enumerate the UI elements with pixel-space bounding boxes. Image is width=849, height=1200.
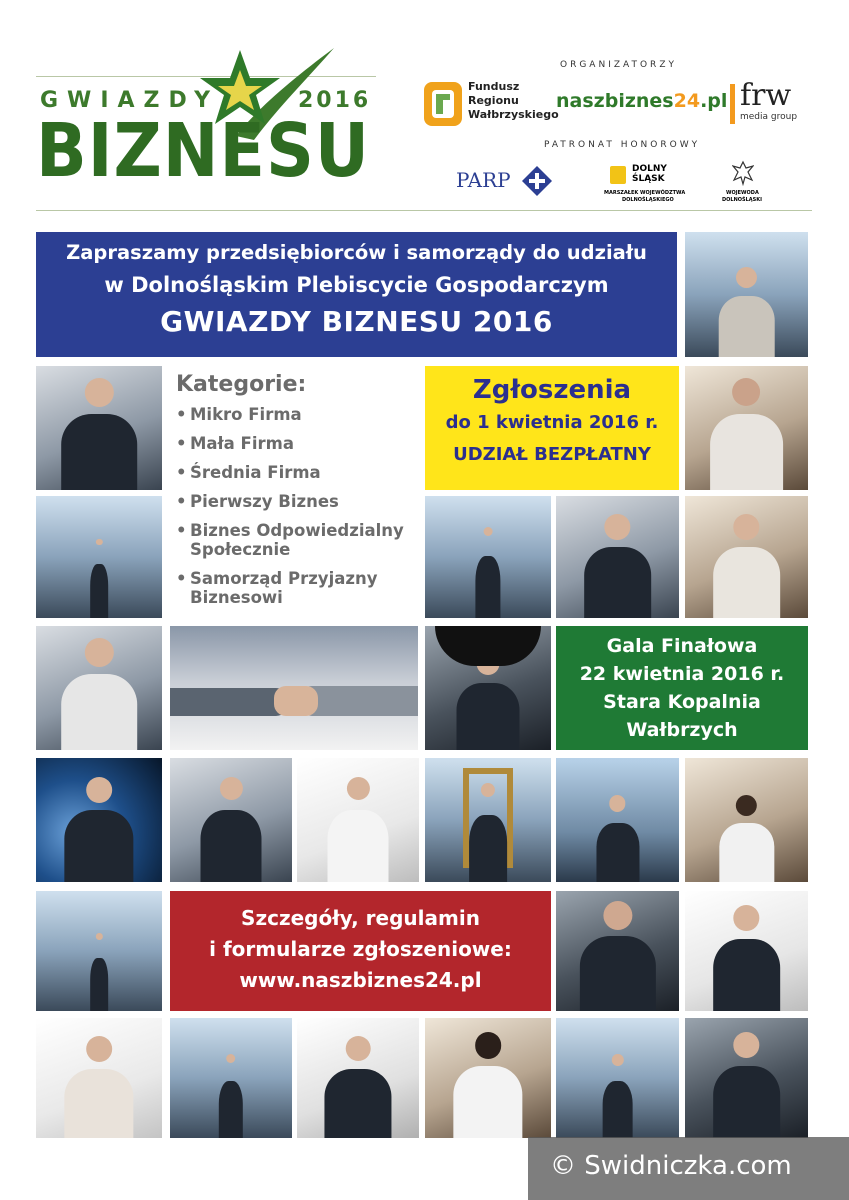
photo-man-frame [425, 758, 551, 882]
photo-man-profile [36, 366, 162, 490]
photo-man-map [297, 1018, 419, 1138]
parp-text: PARP [456, 168, 511, 192]
dolny-slask-logo [604, 164, 694, 208]
header-bottom-line [36, 210, 812, 211]
photo-man-money [685, 891, 808, 1011]
photo-men-city [36, 626, 162, 750]
categories-title: Kategorie: [176, 372, 307, 397]
wojewoda-1: WOJEWODA [726, 190, 759, 196]
photo-elderly-man [556, 891, 679, 1011]
photo-man-umbrella [425, 626, 551, 750]
photo-laptop-rooftop [685, 232, 808, 357]
category-item: • Mikro Firma [176, 405, 302, 424]
dolny-slask-name-2: ŚLĄSK [632, 174, 665, 184]
photo-woman-glasses [425, 1018, 551, 1138]
photo-tightrope-1 [36, 496, 162, 618]
watermark-text: © Swidniczka.com [550, 1151, 792, 1181]
photo-woman-watch [170, 758, 292, 882]
intro-line-3: GWIAZDY BIZNESU 2016 [160, 305, 553, 338]
frw-logo [730, 78, 800, 128]
gala-title: Gala Finałowa [606, 635, 758, 657]
logo-year: 2016 [298, 88, 372, 113]
deadline-free: UDZIAŁ BEZPŁATNY [453, 444, 651, 465]
deadline-panel [425, 366, 679, 490]
handshake-hands [274, 686, 318, 716]
patrons-title: PATRONAT HONOROWY [544, 140, 701, 150]
organizers-title: ORGANIZATORZY [560, 60, 677, 70]
frw-subtext: media group [740, 112, 798, 122]
frw-bar [730, 84, 735, 124]
dolny-slask-name-1: DOLNY [632, 164, 667, 174]
photo-woman-phone [685, 496, 808, 618]
photo-woman-profile [685, 366, 808, 490]
photo-globe-light [36, 758, 162, 882]
category-item: • Średnia Firma [176, 463, 321, 482]
gala-city: Wałbrzych [626, 719, 738, 741]
fundusz-name-1: Fundusz [468, 80, 520, 93]
naszbiznes-main: naszbiznes [556, 90, 674, 112]
intro-banner [36, 232, 677, 357]
dolny-slask-emblem-icon [610, 166, 626, 184]
fundusz-name-3: Wałbrzyskiego [468, 108, 559, 121]
details-line-2: i formularze zgłoszeniowe: [209, 937, 512, 961]
photo-woman-phone-2 [36, 1018, 162, 1138]
parp-icon [522, 166, 552, 196]
parp-logo [456, 166, 566, 196]
photo-man-city-2 [556, 1018, 679, 1138]
logo-biznesu: BIZNESU [36, 108, 370, 194]
details-line-1: Szczegóły, regulamin [241, 906, 480, 930]
category-item: • Mała Firma [176, 434, 294, 453]
logo-gwiazdy: GWIAZDY [40, 88, 220, 113]
gala-date: 22 kwietnia 2016 r. [579, 663, 785, 685]
details-url-link[interactable]: www.naszbiznes24.pl [239, 968, 482, 992]
photo-man-rock [170, 1018, 292, 1138]
watermark [528, 1137, 849, 1200]
frw-text: frw [740, 78, 792, 113]
gala-venue: Stara Kopalnia [603, 691, 761, 713]
eagle-emblem-icon [732, 160, 754, 186]
marszalek-1: MARSZAŁEK WOJEWÓDZTWA [604, 190, 686, 196]
photo-man-drawing [297, 758, 419, 882]
details-panel [170, 891, 551, 1011]
photo-man-stocks [556, 758, 679, 882]
photo-man-touchscreen [556, 496, 679, 618]
intro-line-1: Zapraszamy przedsiębiorców i samorządy do udziału [66, 241, 647, 264]
photo-man-skyscraper [425, 496, 551, 618]
photo-man-light [685, 1018, 808, 1138]
wojewoda-logo [718, 160, 768, 206]
intro-line-2: w Dolnośląskim Plebiscycie Gospodarczym [104, 273, 609, 297]
fundusz-logo [424, 80, 564, 130]
category-item: • Biznes Odpowiedzialny Społecznie [176, 521, 404, 559]
photo-handshake [170, 626, 418, 750]
naszbiznes-tld: .pl [700, 90, 728, 112]
deadline-title: Zgłoszenia [472, 375, 632, 405]
photo-tightrope-2 [36, 891, 162, 1011]
gala-panel [556, 626, 808, 750]
category-item: • Samorząd Przyjazny Biznesowi [176, 569, 378, 607]
fundusz-logo-icon [424, 82, 462, 126]
naszbiznes-num: 24 [673, 90, 701, 112]
handshake-arm-left [170, 688, 290, 716]
fundusz-name-2: Regionu [468, 94, 519, 107]
deadline-date: do 1 kwietnia 2016 r. [445, 412, 659, 433]
categories-block [176, 372, 421, 607]
wojewoda-2: DOLNOŚLĄSKI [722, 197, 763, 203]
category-item: • Pierwszy Biznes [176, 492, 339, 511]
naszbiznes-logo [556, 90, 727, 112]
marszalek-2: DOLNOŚLĄSKIEGO [622, 197, 674, 203]
photo-woman-laptop-rock [685, 758, 808, 882]
